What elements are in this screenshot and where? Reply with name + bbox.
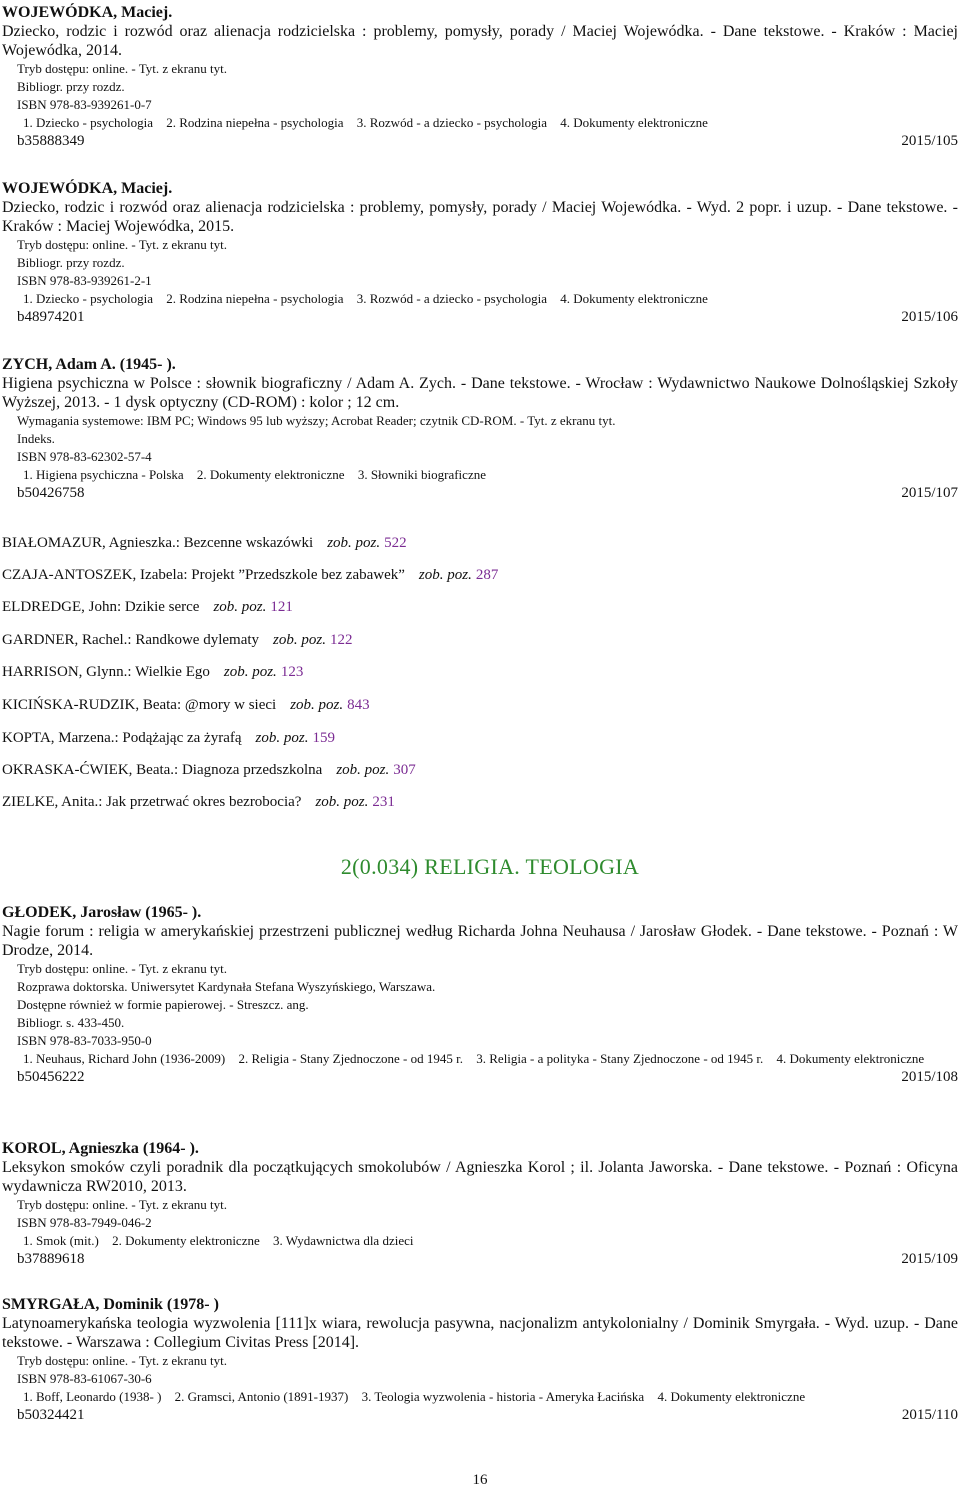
entry-note: ISBN 978-83-61067-30-6 xyxy=(17,1371,152,1386)
cross-reference-text: OKRASKA-ĆWIEK, Beata.: Diagnoza przedszkolna xyxy=(2,762,323,778)
cross-reference-link[interactable]: 307 xyxy=(393,762,416,778)
entry-subjects xyxy=(23,114,958,132)
cross-reference-link[interactable]: 123 xyxy=(280,664,304,680)
entry-heading: WOJEWÓDKA, Maciej. xyxy=(2,4,173,21)
entry-title: Leksykon smoków czyli poradnik dla początkujących smokolubów / Agnieszka Korol ; il. Jolanta Jaworska. - Dane tekstowe. - Poznań : Oficyna wydawnicza RW2010, 2013. xyxy=(2,1159,958,1195)
subject: 2. Dokumenty elektroniczne xyxy=(112,1233,260,1248)
cross-reference-see: zob. poz. xyxy=(255,730,309,746)
entry-note: Bibliogr. s. 433-450. xyxy=(17,1015,125,1030)
entry-2015-109 xyxy=(2,1140,958,1269)
entry-heading: SMYRGAŁA, Dominik (1978- ) xyxy=(2,1296,219,1313)
subject: 1. Dziecko - psychologia xyxy=(23,291,153,306)
cross-reference xyxy=(2,567,498,584)
entry-subjects xyxy=(2,1388,958,1406)
entry-id-row xyxy=(17,1406,958,1425)
subject: 4. Dokumenty elektroniczne xyxy=(776,1051,925,1066)
cross-reference xyxy=(2,794,395,811)
record-id: b35888349 xyxy=(17,133,85,149)
entry-note: Tryb dostępu: online. - Tyt. z ekranu tyt. xyxy=(17,1197,227,1212)
record-id: b37889618 xyxy=(17,1251,85,1267)
entry-number: 2015/107 xyxy=(901,485,958,501)
cross-reference-link[interactable]: 159 xyxy=(312,730,335,746)
subject: 1. Dziecko - psychologia xyxy=(23,115,153,130)
entry-note: ISBN 978-83-939261-2-1 xyxy=(17,273,152,288)
entry-heading: WOJEWÓDKA, Maciej. xyxy=(2,180,173,197)
entry-2015-110 xyxy=(2,1296,958,1425)
cross-reference-link[interactable]: 522 xyxy=(384,535,407,551)
cross-reference-text: BIAŁOMAZUR, Agnieszka.: Bezcenne wskazówki xyxy=(2,535,314,551)
entry-id-row xyxy=(17,1068,958,1087)
cross-reference-see: zob. poz. xyxy=(418,567,472,583)
subject: 2. Rodzina niepełna - psychologia xyxy=(166,291,344,306)
entry-title: Dziecko, rodzic i rozwód oraz alienacja rodzicielska : problemy, pomysły, porady / Maciej Wojewódka. - Wyd. 2 popr. i uzup. - Dane tekstowe. - Kraków : Maciej Wojewódka, 2015. xyxy=(2,199,958,235)
entry-id-row xyxy=(17,308,958,327)
cross-reference-link[interactable]: 121 xyxy=(270,599,293,615)
entry-note: ISBN 978-83-7949-046-2 xyxy=(17,1215,152,1230)
cross-reference-see: zob. poz. xyxy=(223,664,277,680)
cross-reference xyxy=(2,730,335,747)
entry-id-row xyxy=(17,132,958,151)
subject: 2. Rodzina niepełna - psychologia xyxy=(166,115,344,130)
entry-subjects xyxy=(23,466,958,484)
entry-title: Dziecko, rodzic i rozwód oraz alienacja rodzicielska : problemy, pomysły, porady / Maciej Wojewódka. - Dane tekstowe. - Kraków : Maciej Wojewódka, 2014. xyxy=(2,23,958,59)
subject: 3. Słowniki biograficzne xyxy=(357,467,486,482)
entry-number: 2015/109 xyxy=(901,1251,958,1267)
cross-reference-text: ELDREDGE, John: Dzikie serce xyxy=(2,599,200,615)
record-id: b50324421 xyxy=(17,1407,85,1423)
cross-reference-text: HARRISON, Glynn.: Wielkie Ego xyxy=(2,664,210,680)
entry-id-row xyxy=(17,1250,958,1269)
entry-id-row xyxy=(17,484,958,503)
entry-note: ISBN 978-83-939261-0-7 xyxy=(17,97,152,112)
record-id: b50426758 xyxy=(17,485,85,501)
entry-subjects xyxy=(23,290,958,308)
cross-reference xyxy=(2,697,370,714)
subject: 2. Gramsci, Antonio (1891-1937) xyxy=(174,1389,349,1404)
cross-reference-text: GARDNER, Rachel.: Randkowe dylematy xyxy=(2,632,260,648)
subject: 1. Neuhaus, Richard John (1936-2009) xyxy=(23,1051,226,1066)
entry-note: Tryb dostępu: online. - Tyt. z ekranu tyt. xyxy=(17,61,227,76)
section-heading: 2(0.034) RELIGIA. TEOLOGIA xyxy=(340,854,640,879)
cross-reference xyxy=(2,632,352,649)
cross-reference-link[interactable]: 287 xyxy=(475,567,499,583)
subject: 1. Boff, Leonardo (1938- ) xyxy=(23,1389,162,1404)
entry-note: Tryb dostępu: online. - Tyt. z ekranu tyt. xyxy=(17,961,227,976)
subject: 2. Dokumenty elektroniczne xyxy=(196,467,345,482)
entry-2015-106 xyxy=(2,180,958,327)
subject: 3. Rozwód - a dziecko - psychologia xyxy=(356,291,547,306)
subject: 4. Dokumenty elektroniczne xyxy=(560,115,708,130)
entry-number: 2015/108 xyxy=(901,1069,958,1085)
cross-reference-see: zob. poz. xyxy=(315,794,369,810)
entry-note: Dostępne również w formie papierowej. - Streszcz. ang. xyxy=(17,997,309,1012)
page-number: 16 xyxy=(472,1472,488,1488)
entry-subjects xyxy=(2,1050,958,1068)
entry-number: 2015/105 xyxy=(901,133,958,149)
subject: 1. Higiena psychiczna - Polska xyxy=(23,467,184,482)
entry-heading: GŁODEK, Jarosław (1965- ). xyxy=(2,904,202,921)
entry-heading: KOROL, Agnieszka (1964- ). xyxy=(2,1140,199,1157)
subject: 3. Rozwód - a dziecko - psychologia xyxy=(356,115,547,130)
entry-note: Wymagania systemowe: IBM PC; Windows 95 lub wyższy; Acrobat Reader; czytnik CD-ROM. - Tyt. z ekranu tyt. xyxy=(17,413,616,428)
subject: 1. Smok (mit.) xyxy=(23,1233,99,1248)
entry-note: Bibliogr. przy rozdz. xyxy=(17,255,125,270)
record-id: b48974201 xyxy=(17,309,85,325)
entry-note: ISBN 978-83-62302-57-4 xyxy=(17,449,152,464)
entry-title: Higiena psychiczna w Polsce : słownik biograficzny / Adam A. Zych. - Dane tekstowe. - Wrocław : Wydawnictwo Naukowe Dolnośląskiej Szkoły Wyższej, 2013. - 1 dysk optyczny (CD-ROM) : kolor ; 12 cm. xyxy=(2,375,958,411)
cross-reference-see: zob. poz. xyxy=(213,599,267,615)
entry-title: Nagie forum : religia w amerykańskiej przestrzeni publicznej według Richarda Johna Neuhausa / Jarosław Głodek. - Dane tekstowe. - Poznań : W Drodze, 2014. xyxy=(2,923,958,959)
entry-note: Indeks. xyxy=(17,431,55,446)
entry-heading: ZYCH, Adam A. (1945- ). xyxy=(2,356,176,373)
entry-2015-105 xyxy=(2,4,958,151)
cross-reference-link[interactable]: 231 xyxy=(372,794,395,810)
cross-reference-text: CZAJA-ANTOSZEK, Izabela: Projekt ”Przedszkole bez zabawek” xyxy=(2,567,405,583)
subject: 4. Dokumenty elektroniczne xyxy=(560,291,708,306)
cross-reference-link[interactable]: 122 xyxy=(329,632,353,648)
entry-number: 2015/110 xyxy=(901,1407,958,1423)
record-id: b50456222 xyxy=(17,1069,85,1085)
cross-reference xyxy=(2,535,407,552)
entry-note: Rozprawa doktorska. Uniwersytet Kardynała Stefana Wyszyńskiego, Warszawa. xyxy=(17,979,436,994)
cross-reference xyxy=(2,762,416,779)
cross-reference xyxy=(2,664,303,681)
cross-reference-see: zob. poz. xyxy=(336,762,390,778)
subject: 3. Religia - a polityka - Stany Zjednoczone - od 1945 r. xyxy=(476,1051,764,1066)
cross-reference-see: zob. poz. xyxy=(290,697,344,713)
cross-reference-see: zob. poz. xyxy=(273,632,326,648)
cross-reference-text: KICIŃSKA-RUDZIK, Beata: @mory w sieci xyxy=(2,697,277,713)
entry-2015-107 xyxy=(2,356,958,503)
entry-subjects xyxy=(23,1232,958,1250)
cross-reference-text: KOPTA, Marzena.: Podążając za żyrafą xyxy=(2,730,242,746)
entry-2015-108 xyxy=(2,904,958,1087)
cross-reference-text: ZIELKE, Anita.: Jak przetrwać okres bezrobocia? xyxy=(2,794,302,810)
entry-note: Tryb dostępu: online. - Tyt. z ekranu tyt. xyxy=(17,1353,227,1368)
cross-reference-see: zob. poz. xyxy=(327,535,381,551)
entry-note: Tryb dostępu: online. - Tyt. z ekranu tyt. xyxy=(17,237,227,252)
cross-reference-link[interactable]: 843 xyxy=(347,697,370,713)
entry-title: Latynoamerykańska teologia wyzwolenia [111]x wiara, rewolucja pasywna, nacjonalizm antykolonialny / Dominik Smyrgała. - Wyd. uzup. - Dane tekstowe. - Warszawa : Collegium Civitas Press [2014]. xyxy=(2,1315,958,1351)
subject: 2. Religia - Stany Zjednoczone - od 1945 r. xyxy=(238,1051,463,1066)
cross-reference xyxy=(2,599,293,616)
entry-number: 2015/106 xyxy=(901,309,958,325)
entry-note: Bibliogr. przy rozdz. xyxy=(17,79,125,94)
subject: 3. Wydawnictwa dla dzieci xyxy=(273,1233,414,1248)
subject: 3. Teologia wyzwolenia - historia - Ameryka Łacińska xyxy=(361,1389,645,1404)
subject: 4. Dokumenty elektroniczne xyxy=(657,1389,806,1404)
entry-note: ISBN 978-83-7033-950-0 xyxy=(17,1033,152,1048)
